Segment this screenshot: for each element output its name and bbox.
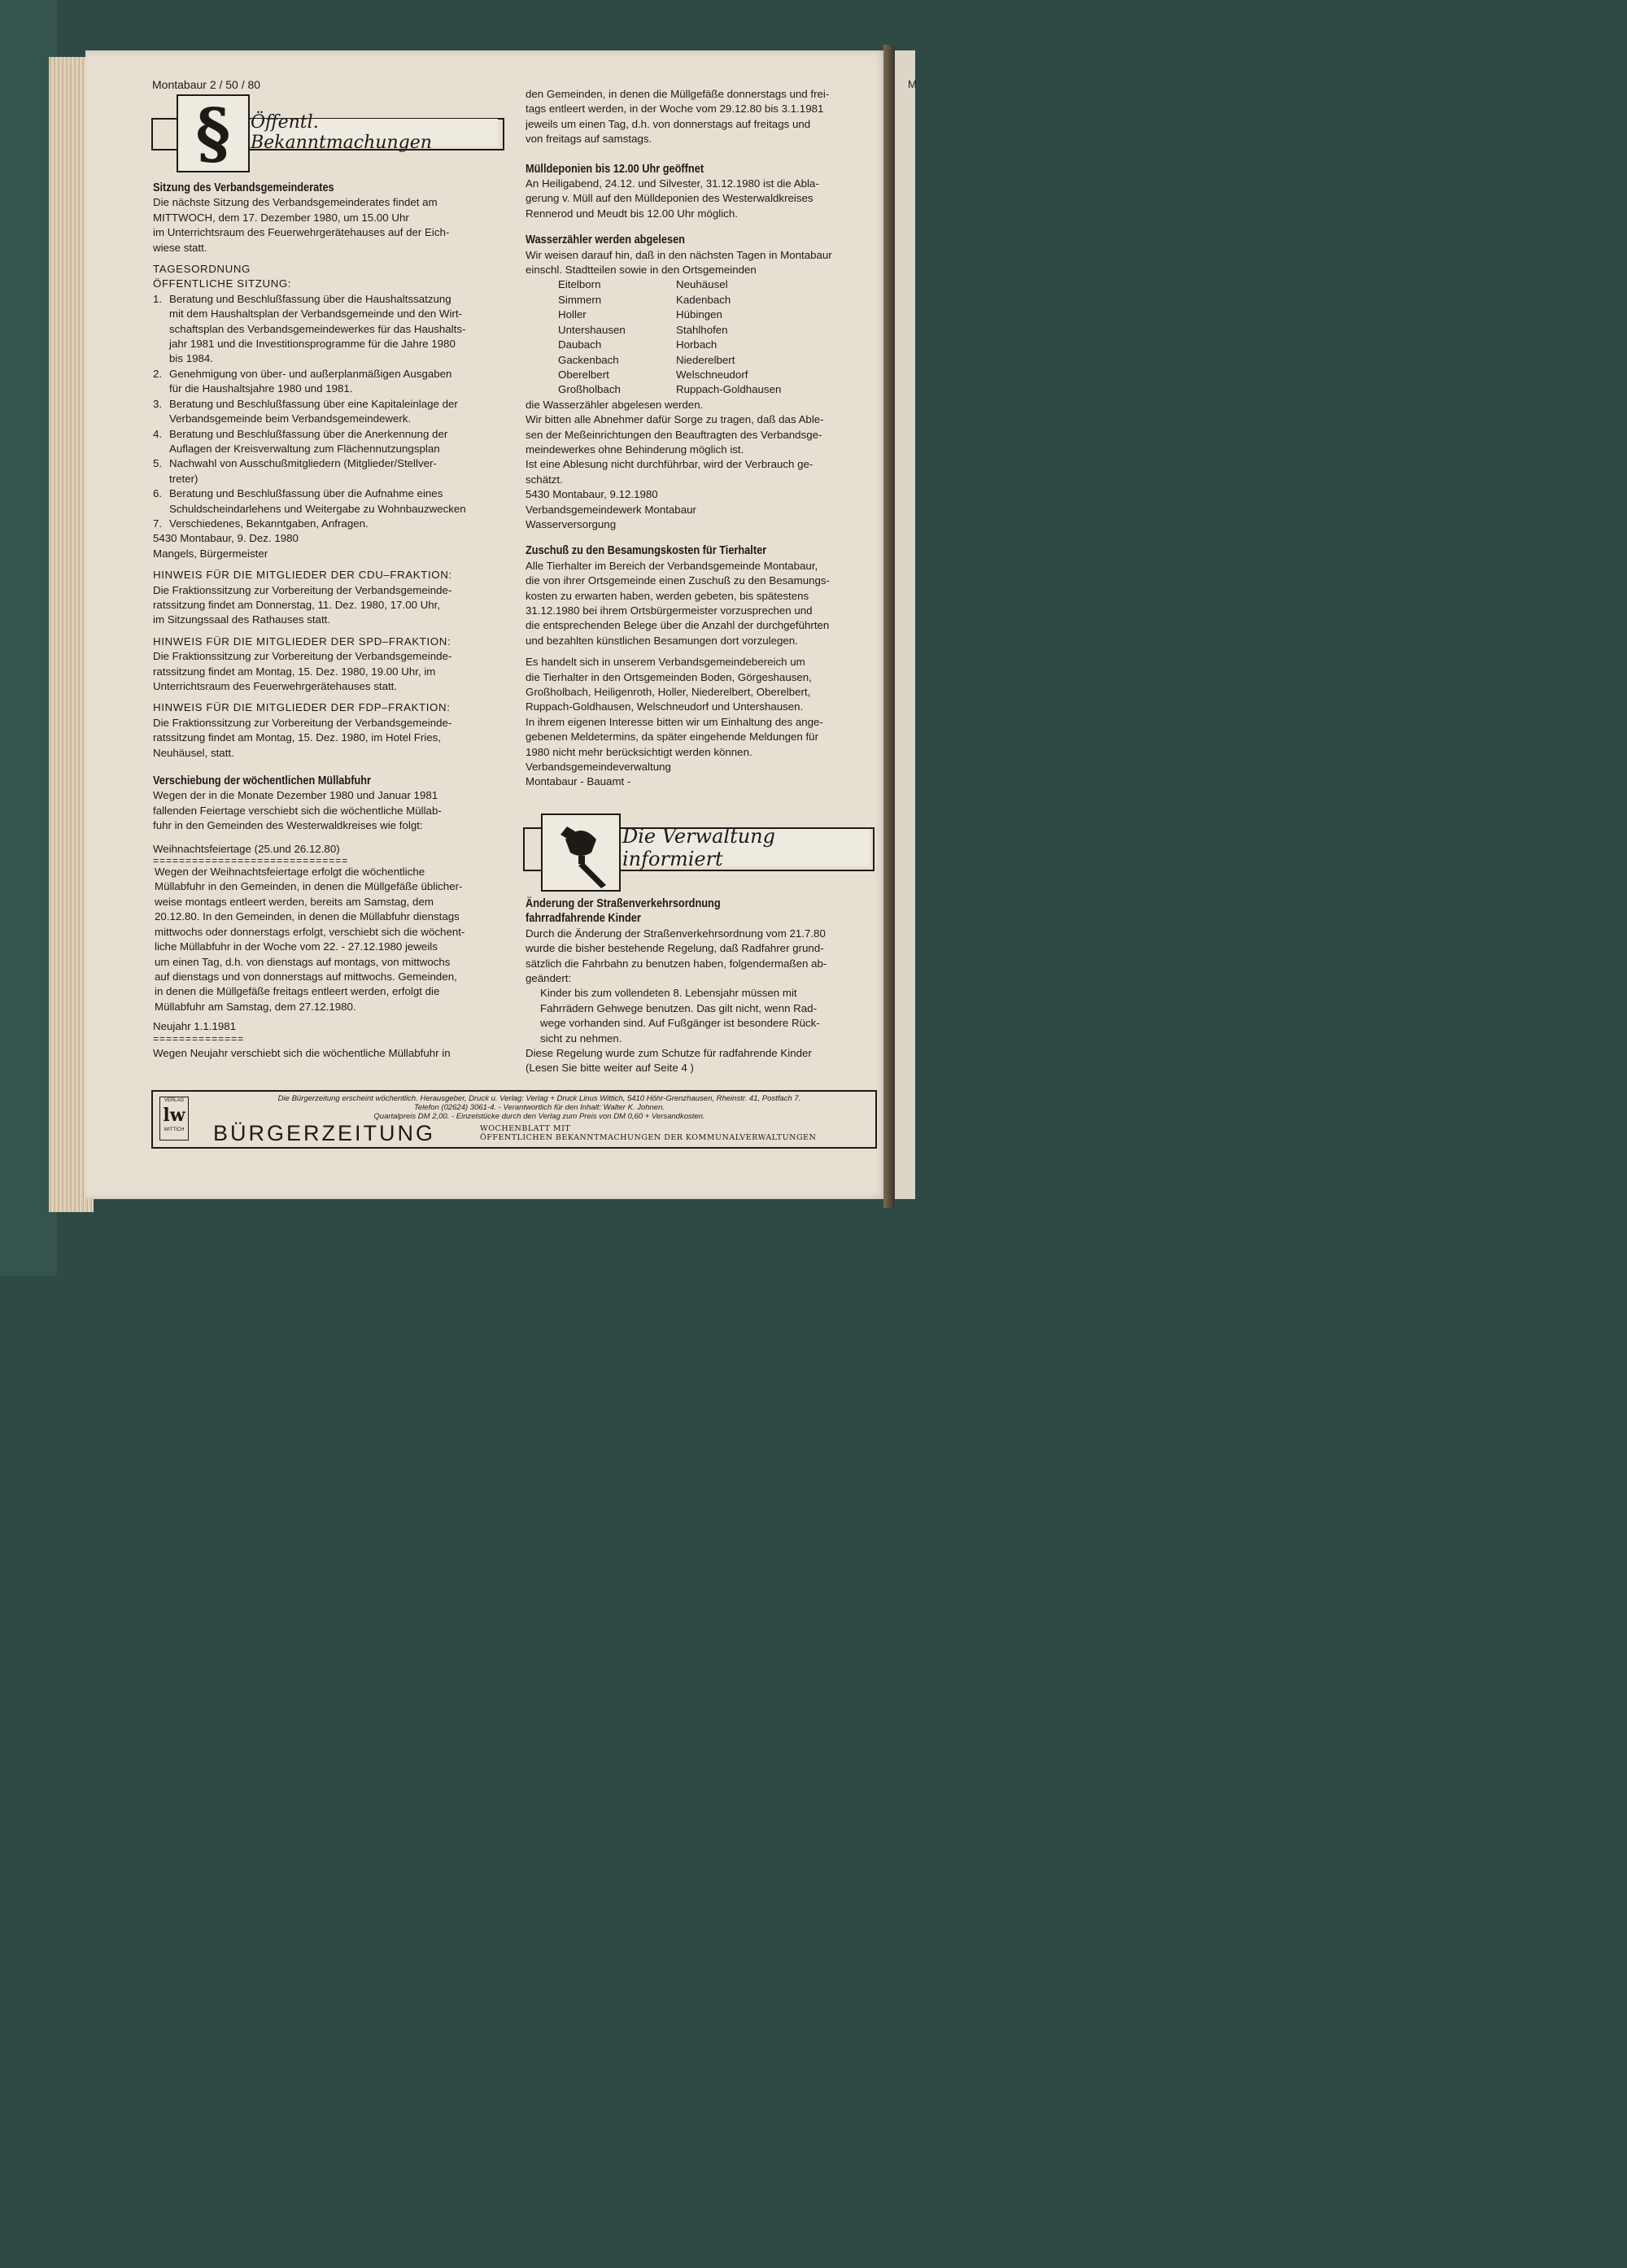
hinweis-title: HINWEIS FÜR DIE MITGLIEDER DER FDP–FRAKTION: xyxy=(153,701,451,714)
hinweis-title: HINWEIS FÜR DIE MITGLIEDER DER CDU–FRAKTION: xyxy=(153,569,452,582)
issue-header: Montabaur 2 / 50 / 80 xyxy=(152,78,261,91)
muell-subheading: Weihnachtsfeiertage (25.und 26.12.80) xyxy=(153,842,340,855)
sitzung-line: MITTWOCH, dem 17. Dezember 1980, um 15.00 Uhr xyxy=(153,211,409,224)
banner-verwaltung xyxy=(523,813,873,892)
ortsgemeinden-list: Eitelborn Neuhäusel Simmern Kadenbach Holler Hübingen Untershausen Stahlhofen Daubach Horbach Gackenbach Niederelbert Oberelbert Welschneudorf Großholbach Ruppach-Goldhausen xyxy=(558,278,782,396)
newspaper-subtitle: WOCHENBLATT MIT ÖFFENTLICHEN BEKANNTMACHUNGEN DER KOMMUNALVERWALTUNGEN xyxy=(480,1124,817,1142)
sitzung-sign: Mangels, Bürgermeister xyxy=(153,547,268,560)
stvo-heading: fahrradfahrende Kinder xyxy=(526,912,641,926)
sitzung-line: im Unterrichtsraum des Feuerwehrgerätehauses auf der Eich- xyxy=(153,226,450,239)
sitzung-line: wiese statt. xyxy=(153,241,207,254)
agenda-item: 7. Verschiedenes, Bekanntgaben, Anfragen. xyxy=(153,517,369,530)
sitzung-heading: Sitzung des Verbandsgemeinderates xyxy=(153,181,334,194)
right-column-bottom: Änderung der Straßenverkehrsordnung fahrradfahrende Kinder Durch die Änderung der Straßenverkehrsordnung vom 21.7.80 wurde die bisher bestehende Regelung, daß Radfahrer grund- sätzlich die Fahrbahn zu benutzen haben, folgendermaßen ab- geändert: Kinder bis zum vollendeten 8. Lebensjahr müssen mit Fahrrädern Gehwege benutzen. Das gilt nicht, wenn Rad- wege vorhanden sind. Auf Fußgänger ist besondere Rück- sicht zu nehmen. Diese Regelung wurde zum Schutze für radfahrende Kinder (Lesen Sie bitte weiter auf Seite 4 ) xyxy=(526,896,877,1076)
left-column: Sitzung des Verbandsgemeinderates Die nächste Sitzung des Verbandsgemeinderates findet am MITTWOCH, dem 17. Dezember 1980, um 15.00 Uhr im Unterrichtsraum des Feuerwehrgerätehauses auf der Eich- wiese statt. TAGESORDNUNG ÖFFENTLICHE SITZUNG: 1. Beratung und Beschlußfassung über die Haushaltssatzung mit dem Haushaltsplan der Verbandsgemeinde und den Wirt- schaftsplan des Verbandsgemeindewerkes für das Haushalts- jahr 1981 und die Investitionsprogramme für die Jahre 1980 bis 1984. 2. Genehmigung von über- und außerplanmäßigen Ausgaben für die Haushaltsjahre 1980 und 1981. 3. Beratung und Beschlußfassung über eine Kapitaleinlage der Verbandsgemeinde beim Verbandsgemeindewerk. 4. Beratung und Beschlußfassung über die Anerkennung der Auflagen der Kreisverwaltung zum Flächennutzungsplan 5. Nachwahl von Ausschußmitgliedern (Mitglieder/Stellver- treter) 6. Beratung und Beschlußfassung über die Aufnahme eines Schuldscheindarlehens und Weitergabe zu Wohnbauzwecken 7. Verschiedenes, Bekanntgaben, Anfragen. 5430 Montabaur, 9. Dez. 1980 Mangels, Bürgermeister HINWEIS FÜR DIE MITGLIEDER DER CDU–FRAKTION: Die Fraktionssitzung zur Vorbereitung der Verbandsgemeinde- ratssitzung findet am Donnerstag, 11. Dez. 1980, 17.00 Uhr, im Sitzungssaal des Rathauses statt. HINWEIS FÜR DIE MITGLIEDER DER SPD–FRAKTION: Die Fraktionssitzung zur Vorbereitung der Verbandsgemeinde- ratssitzung findet am Montag, 15. Dez. 1980, 19.00 Uhr, im Unterrichtsraum des Feuerwehrgerätehauses statt. HINWEIS FÜR DIE MITGLIEDER DER FDP–FRAKTION: Die Fraktionssitzung zur Vorbereitung der Verbandsgemeinde- ratssitzung findet am Montag, 15. Dez. 1980, im Hotel Fries, Neuhäusel, statt. Verschiebung der wöchentlichen Müllabfuhr Wegen der in die Monate Dezember 1980 und Januar 1981 fallenden Feiertage verschiebt sich die wöchentliche Müllab- fuhr in den Gemeinden des Westerwaldkreises wie folgt: Weihnachtsfeiertage (25.und 26.12.80) ============================== Wegen der Weihnachtsfeiertage erfolgt die wöchentliche Müllabfuhr in den Gemeinden, in denen die Müllgefäße üblicher- weise montags entleert werden, bereits am Samstag, dem 20.12.80. In den Gemeinden, in denen die Müllabfuhr dienstags mittwochs oder donnerstags erfolgt, verschiebt sich die wöchent- liche Müllabfuhr in der Woche vom 22. - 27.12.1980 jeweils um einen Tag, d.h. von dienstags auf montags, von mittwochs auf dienstags und von donnerstags auf mittwochs. Gemeinden, in denen die Müllgefäße freitags entleert werden, erfolgt die Müllabfuhr am Samstag, dem 27.12.1980. Neujahr 1.1.1981 ============== Wegen Neujahr verschiebt sich die wöchentliche Müllabfuhr in xyxy=(153,181,511,1061)
book-gutter xyxy=(883,45,895,1208)
hinweis-title: HINWEIS FÜR DIE MITGLIEDER DER SPD–FRAKTION: xyxy=(153,635,451,648)
zuschuss-heading: Zuschuß zu den Besamungskosten für Tierhalter xyxy=(526,544,767,558)
banner-title: Öffentl. Bekanntmachungen xyxy=(251,112,432,153)
agenda-item: 2. Genehmigung von über- und außerplanmäßigen Ausgaben für die Haushaltsjahre 1980 und 1981. xyxy=(153,367,452,395)
separator: ============================== xyxy=(153,855,349,867)
paragraph-icon: § xyxy=(177,94,250,172)
separator: ============== xyxy=(153,1032,245,1045)
muell-heading: Verschiebung der wöchentlichen Müllabfuhr xyxy=(153,774,372,788)
banner-bekanntmachungen xyxy=(151,94,503,172)
right-column-top: den Gemeinden, in denen die Müllgefäße donnerstags und frei- tags entleert werden, in der Woche vom 29.12.80 bis 3.1.1981 jeweils um einen Tag, d.h. von donnerstags auf freitags und von freitags auf samstags. Mülldeponien bis 12.00 Uhr geöffnet An Heiligabend, 24.12. und Silvester, 31.12.1980 ist die Abla- gerung v. Müll auf den Mülldeponien des Westerwaldkreises Rennerod und Meudt bis 12.00 Uhr möglich. Wasserzähler werden abgelesen Wir weisen darauf hin, daß in den nächsten Tagen in Montabaur einschl. Stadtteilen sowie in den Ortsgemeinden Eitelborn Neuhäusel Simmern Kadenbach Holler Hübingen Untershausen Stahlhofen Daubach Horbach Gackenbach Niederelbert Oberelbert Welschneudorf Großholbach Ruppach-Goldhausen die Wasserzähler abgelesen werden. Wir bitten alle Abnehmer dafür Sorge zu tragen, daß das Able- sen der Meßeinrichtungen den Beauftragten des Verbandsge- meindewerkes ohne Behinderung möglich ist. Ist eine Ablesung nicht durchführbar, wird der Verbrauch ge- schätzt. 5430 Montabaur, 9.12.1980 Verbandsgemeindewerk Montabaur Wasserversorgung Zuschuß zu den Besamungskosten für Tierhalter Alle Tierhalter im Bereich der Verbandsgemeinde Montabaur, die von ihrer Ortsgemeinde einen Zuschuß zu den Besamungs- kosten zu erwarten haben, werden gebeten, bis spätestens 31.12.1980 bei ihrem Ortsbürgermeister vorzusprechen und die entsprechenden Belege über die Anzahl der durchgeführten und bezahlten künstlichen Besamungen dort vorzulegen. Es handelt sich in unserem Verbandsgemeindebereich um die Tierhalter in den Ortsgemeinden Boden, Görgeshausen, Großholbach, Heiligenroth, Holler, Niederelbert, Oberelbert, Ruppach-Goldhausen, Welschneudorf und Untershausen. In ihrem eigenen Interesse bitten wir um Einhaltung des ange- gebenen Meldetermins, da später eingehende Meldungen für 1980 nicht mehr berücksichtigt werden können. Verbandsgemeindeverwaltung Montabaur - Bauamt - xyxy=(526,87,877,790)
agenda-item: 4. Beratung und Beschlußfassung über die Anerkennung der Auflagen der Kreisverwaltung zum Flächennutzungsplan xyxy=(153,427,448,455)
hand-bell-icon xyxy=(541,813,621,892)
agenda-item: 6. Beratung und Beschlußfassung über die Aufnahme eines Schuldscheindarlehens und Weitergabe zu Wohnbauzwecken xyxy=(153,487,466,515)
sitzung-line: Die nächste Sitzung des Verbandsgemeinderates findet am xyxy=(153,196,438,209)
deponien-heading: Mülldeponien bis 12.00 Uhr geöffnet xyxy=(526,162,704,176)
wittich-logo: VERLAG lw WITTICH xyxy=(159,1097,189,1141)
next-page-letter: M xyxy=(908,78,917,90)
agenda-item: 5. Nachwahl von Ausschußmitgliedern (Mitglieder/Stellver- treter) xyxy=(153,457,437,485)
stvo-heading: Änderung der Straßenverkehrsordnung xyxy=(526,897,721,910)
publisher-info: Die Bürgerzeitung erscheint wöchentlich. Herausgeber, Druck u. Verlag: Verlag + Druck Linus Wittich, 5410 Höhr-Grenzhausen, Rheinstr. 41, Postfach 7. Telefon (02624) 3061-4. - Verantwortlich für den Inhalt: Walter K. Johnen. Quartalpreis DM 2,00. - Einzelstücke durch den Verlag zum Preis von DM 0,60 + Versandkosten. xyxy=(277,1094,801,1121)
continuation-note: (Lesen Sie bitte weiter auf Seite 4 ) xyxy=(526,1062,694,1075)
wasser-heading: Wasserzähler werden abgelesen xyxy=(526,233,685,247)
masthead-footer xyxy=(151,1090,877,1149)
agenda-title: TAGESORDNUNG xyxy=(153,263,251,276)
agenda-item: 3. Beratung und Beschlußfassung über eine Kapitaleinlage der Verbandsgemeinde beim Verbandsgemeindewerk. xyxy=(153,397,458,425)
agenda-item: 1. Beratung und Beschlußfassung über die Haushaltssatzung mit dem Haushaltsplan der Verbandsgemeinde und den Wirt- schaftsplan des Verbandsgemeindewerkes für das Haushalts- jahr 1981 und die Investitionsprogramme für die Jahre 1980 bis 1984. xyxy=(153,292,466,365)
sitzung-sign: 5430 Montabaur, 9. Dez. 1980 xyxy=(153,532,299,545)
banner-title: Die Verwaltung informiert xyxy=(622,825,776,870)
next-page-strip xyxy=(895,50,915,1199)
muell-subheading: Neujahr 1.1.1981 xyxy=(153,1020,237,1033)
newspaper-title: BÜRGERZEITUNG xyxy=(213,1121,436,1145)
agenda-subtitle: ÖFFENTLICHE SITZUNG: xyxy=(153,277,292,290)
